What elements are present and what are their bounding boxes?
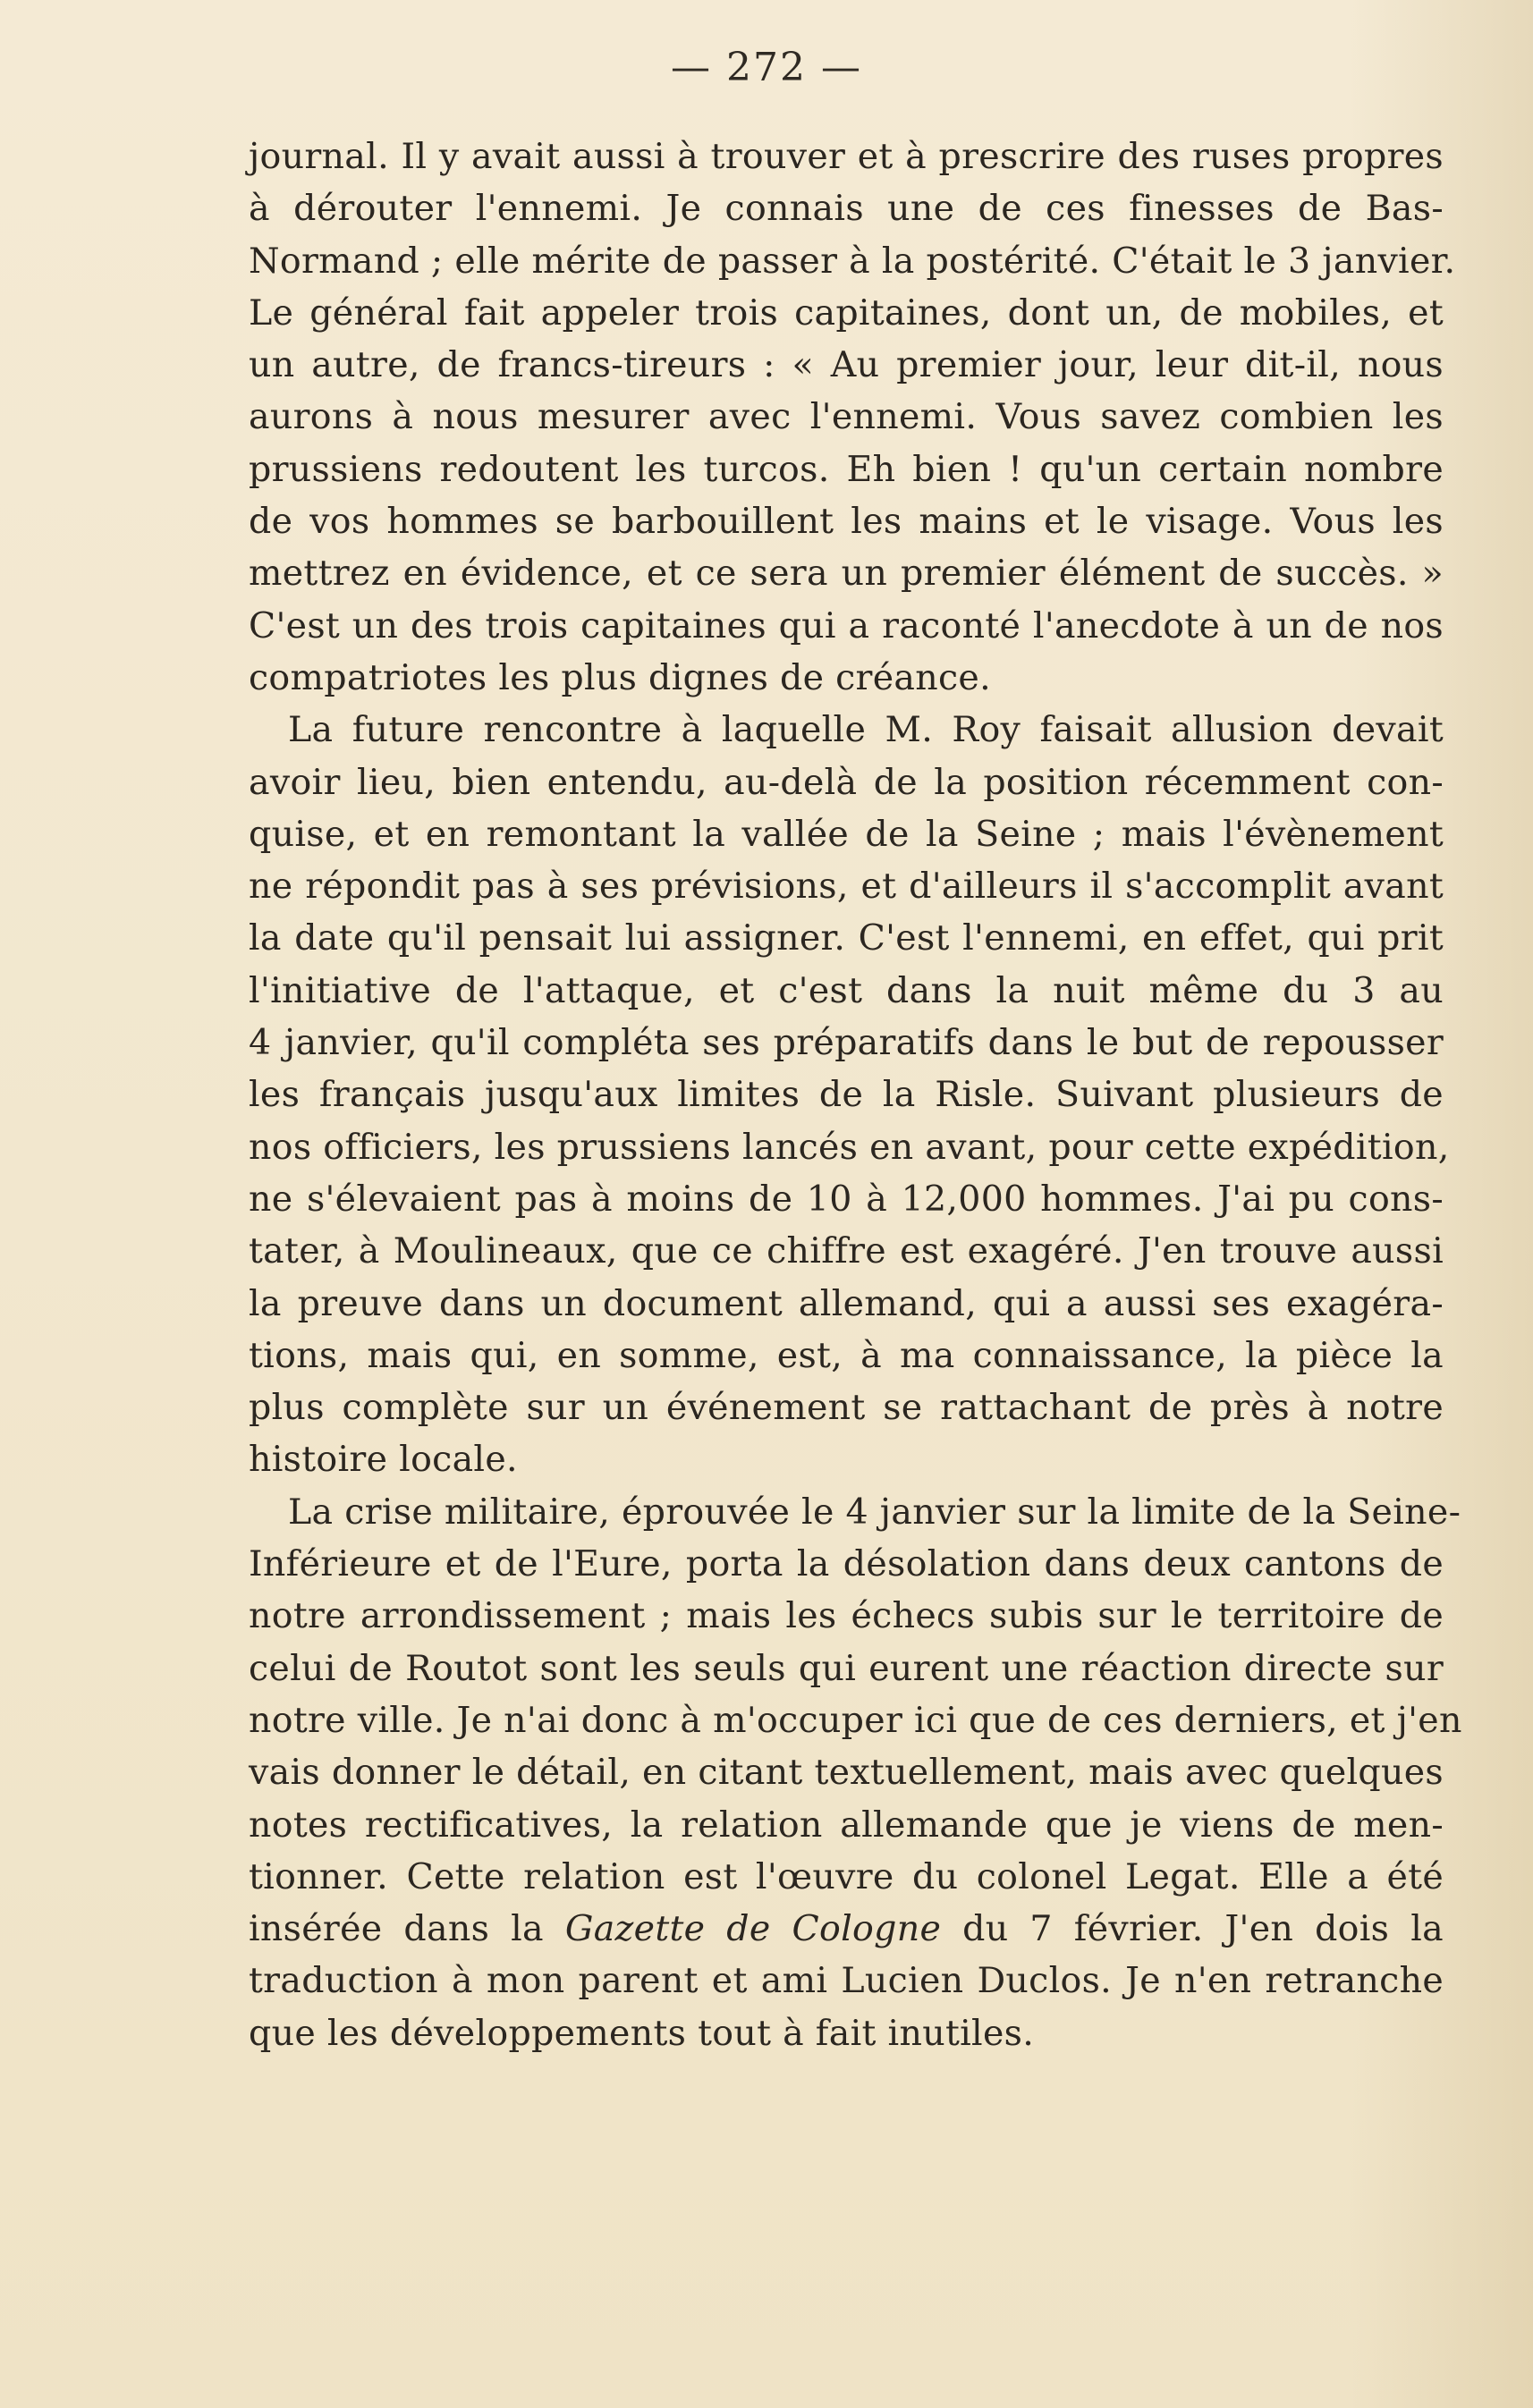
text-segment: insérée dans la bbox=[249, 1908, 565, 1950]
text-line: ne s'élevaient pas à moins de 10 à 12,000 hommes. J'ai pu cons- bbox=[249, 1178, 1444, 1220]
text-line: les français jusqu'aux limites de la Risle. Suivant plusieurs de bbox=[249, 1074, 1444, 1116]
text-line: La crise militaire, éprouvée le 4 janvier sur la limite de la Seine- bbox=[288, 1491, 1461, 1533]
text-line: Le général fait appeler trois capitaines, dont un, de mobiles, et bbox=[249, 291, 1444, 334]
text-line: vais donner le détail, en citant textuellement, mais avec quelques bbox=[249, 1752, 1444, 1794]
text-line: Normand ; elle mérite de passer à la postérité. C'était le 3 janvier. bbox=[249, 240, 1456, 282]
text-line: avoir lieu, bien entendu, au-delà de la position récemment con- bbox=[249, 761, 1444, 803]
text-line: Inférieure et de l'Eure, porta la désolation dans deux cantons de bbox=[249, 1543, 1444, 1585]
text-line: journal. Il y avait aussi à trouver et à prescrire des ruses propres bbox=[249, 136, 1444, 177]
text-line: prussiens redoutent les turcos. Eh bien ! qu'un certain nombre bbox=[249, 448, 1444, 490]
text-line: notes rectificatives, la relation allemande que je viens de men- bbox=[249, 1804, 1444, 1846]
text-line: tions, mais qui, en somme, est, à ma connaissance, la pièce la bbox=[249, 1334, 1444, 1376]
text-line: tater, à Moulineaux, que ce chiffre est exagéré. J'en trouve aussi bbox=[249, 1230, 1444, 1272]
text-line: notre ville. Je n'ai donc à m'occuper ici que de ces derniers, et j'en bbox=[249, 1699, 1462, 1741]
text-line: ne répondit pas à ses prévisions, et d'ailleurs il s'accomplit avant bbox=[249, 866, 1444, 908]
text-line: que les développements tout à fait inutiles. bbox=[249, 2012, 1035, 2054]
text-line: aurons à nous mesurer avec l'ennemi. Vous savez combien les bbox=[249, 396, 1444, 438]
text-line: la date qu'il pensait lui assigner. C'est l'ennemi, en effet, qui prit bbox=[249, 917, 1444, 959]
text-line: plus complète sur un événement se rattachant de près à notre bbox=[249, 1387, 1444, 1429]
text-line: histoire locale. bbox=[249, 1439, 518, 1481]
text-line: C'est un des trois capitaines qui a raconté l'anecdote à un de nos bbox=[249, 604, 1444, 646]
body-text bbox=[249, 131, 1462, 2059]
text-line: nos officiers, les prussiens lancés en avant, pour cette expédition, bbox=[249, 1126, 1450, 1168]
text-line: à dérouter l'ennemi. Je connais une de ces finesses de Bas- bbox=[249, 188, 1444, 230]
text-line: tionner. Cette relation est l'œuvre du colonel Legat. Elle a été bbox=[249, 1855, 1444, 1897]
text-line: La future rencontre à laquelle M. Roy faisait allusion devait bbox=[288, 709, 1444, 751]
text-line: quise, et en remontant la vallée de la Seine ; mais l'évènement bbox=[249, 813, 1444, 855]
text-line: la preuve dans un document allemand, qui a aussi ses exagéra- bbox=[249, 1282, 1444, 1324]
text-line: compatriotes les plus dignes de créance. bbox=[249, 656, 991, 698]
newspaper-title: Gazette de Cologne bbox=[564, 1908, 942, 1950]
text-line: traduction à mon parent et ami Lucien Duclos. Je n'en retranche bbox=[249, 1960, 1444, 2002]
text-segment: du 7 février. J'en dois la bbox=[941, 1908, 1444, 1950]
text-line: notre arrondissement ; mais les échecs subis sur le territoire de bbox=[249, 1595, 1444, 1637]
text-line: mettrez en évidence, et ce sera un premier élément de succès. » bbox=[249, 553, 1444, 595]
text-line: 4 janvier, qu'il compléta ses préparatifs dans le but de repousser bbox=[249, 1022, 1444, 1064]
text-line bbox=[249, 1903, 1444, 1955]
text-line: l'initiative de l'attaque, et c'est dans la nuit même du 3 au bbox=[249, 969, 1444, 1011]
text-line: un autre, de francs-tireurs : « Au premier jour, leur dit-il, nous bbox=[249, 344, 1444, 386]
page-number: — 272 — bbox=[671, 45, 862, 90]
text-line: celui de Routot sont les seuls qui eurent une réaction directe sur bbox=[249, 1647, 1444, 1689]
text-line: de vos hommes se barbouillent les mains et le visage. Vous les bbox=[249, 501, 1444, 543]
